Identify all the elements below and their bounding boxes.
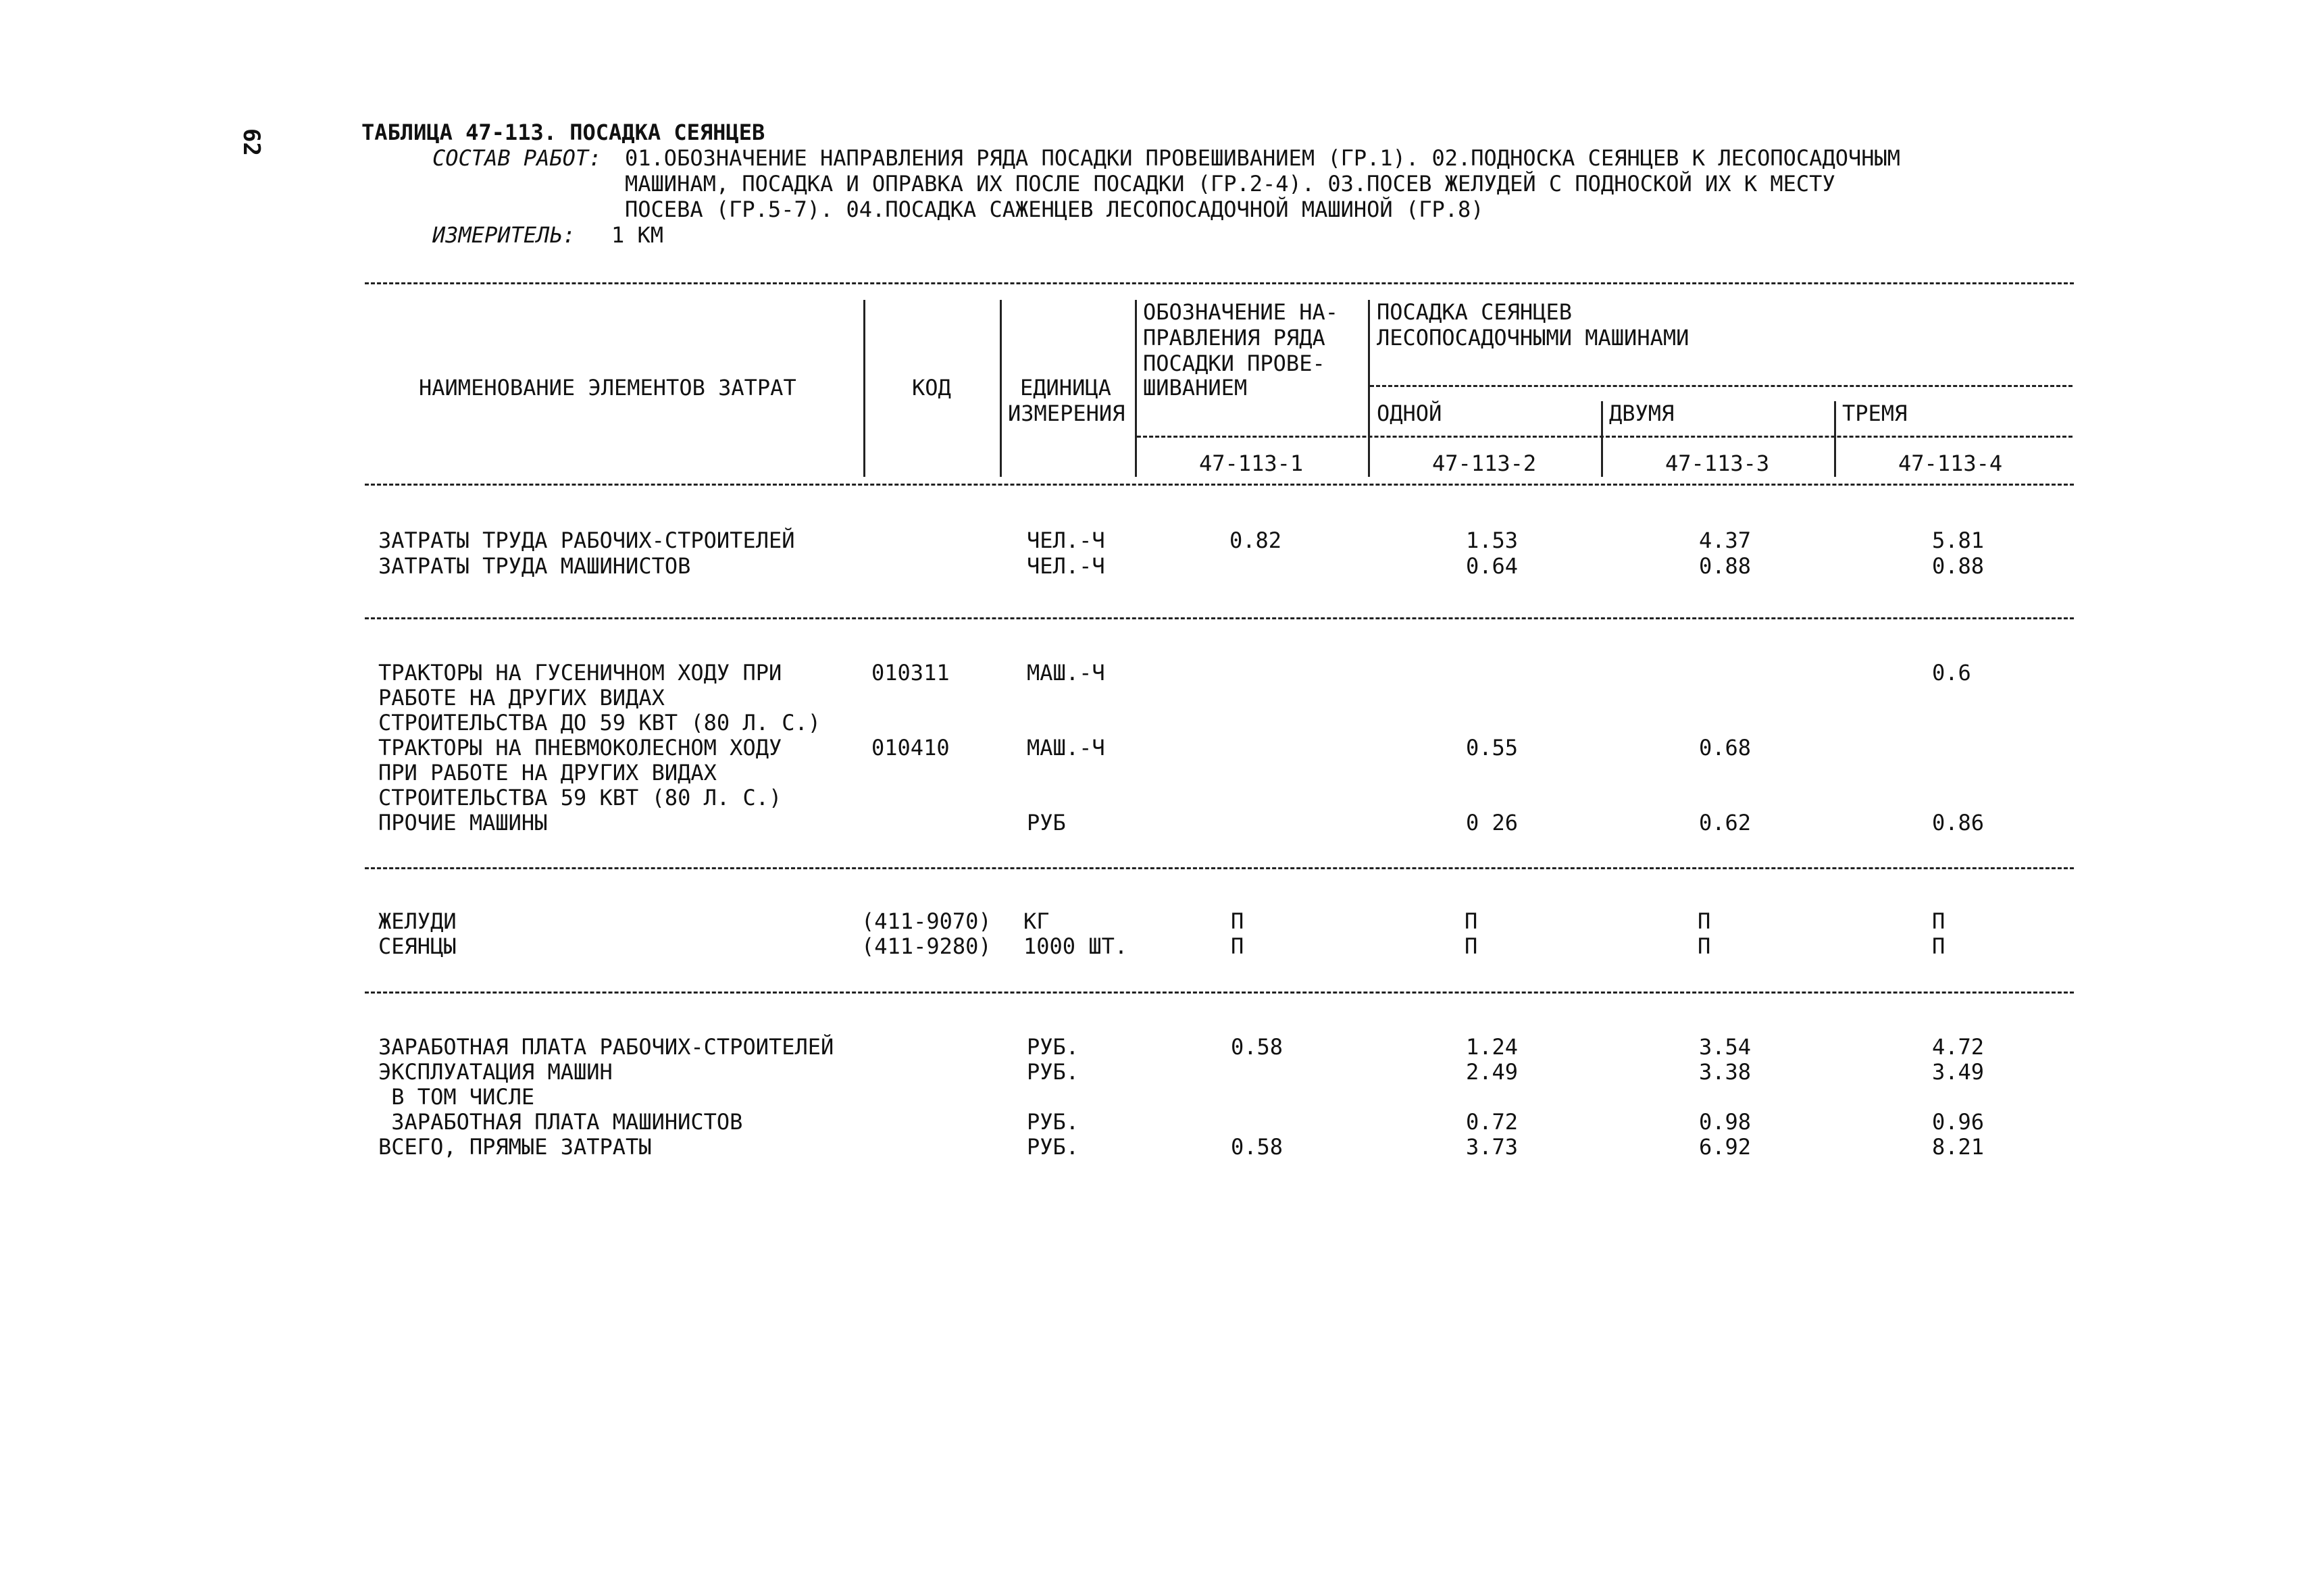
row-value-3: 0.68 bbox=[1699, 735, 1752, 761]
row-unit: ЧЕЛ.-Ч bbox=[1027, 553, 1105, 579]
header-sub-rule bbox=[1137, 436, 2073, 438]
row-value-4: 8.21 bbox=[1932, 1134, 1985, 1160]
row-value-3: 3.54 bbox=[1699, 1034, 1752, 1060]
header-bottom-rule bbox=[365, 484, 2074, 486]
header-sub-two: ДВУМЯ bbox=[1609, 401, 1675, 426]
row-name: ЗАРАБОТНАЯ ПЛАТА РАБОЧИХ-СТРОИТЕЛЕЙ bbox=[378, 1034, 834, 1060]
row-value-2: П bbox=[1465, 908, 1478, 934]
row-name: РАБОТЕ НА ДРУГИХ ВИДАХ bbox=[378, 685, 665, 711]
row-name: ЗАТРАТЫ ТРУДА МАШИНИСТОВ bbox=[378, 553, 691, 579]
header-unit-1: ЕДИНИЦА bbox=[1020, 375, 1111, 401]
row-code: 010410 bbox=[871, 735, 950, 761]
header-divider-code bbox=[863, 300, 865, 477]
row-value-2: 2.49 bbox=[1466, 1059, 1519, 1085]
composition-label: СОСТАВ РАБОТ: bbox=[432, 145, 602, 171]
row-value-3: 4.37 bbox=[1699, 527, 1752, 553]
row-value-1: П bbox=[1231, 933, 1244, 959]
row-value-3: 6.92 bbox=[1699, 1134, 1752, 1160]
table-title: ТАБЛИЦА 47-113. ПОСАДКА СЕЯНЦЕВ bbox=[361, 120, 765, 145]
header-marking-3: ПОСАДКИ ПРОВЕ- bbox=[1143, 351, 1325, 376]
row-unit: КГ bbox=[1023, 908, 1050, 934]
row-value-2: 0.55 bbox=[1466, 735, 1519, 761]
row-value-4: П bbox=[1932, 933, 1946, 959]
row-name: ТРАКТОРЫ НА ПНЕВМОКОЛЕСНОМ ХОДУ bbox=[378, 735, 782, 761]
row-value-3: П bbox=[1698, 908, 1711, 934]
row-name: ЗАРАБОТНАЯ ПЛАТА МАШИНИСТОВ bbox=[378, 1109, 743, 1135]
row-value-3: 0.88 bbox=[1699, 553, 1752, 579]
row-value-2: 0 26 bbox=[1466, 810, 1519, 835]
header-code: КОД bbox=[912, 375, 951, 401]
row-value-4: 0.86 bbox=[1932, 810, 1985, 835]
section-rule bbox=[365, 617, 2074, 619]
row-unit: РУБ. bbox=[1027, 1134, 1079, 1160]
row-code: 010311 bbox=[871, 660, 950, 686]
header-sub-one: ОДНОЙ bbox=[1377, 401, 1442, 426]
header-divider-three bbox=[1834, 401, 1836, 477]
row-code: (411-9070) bbox=[861, 908, 992, 934]
header-marking-1: ОБОЗНАЧЕНИЕ НА- bbox=[1143, 299, 1338, 325]
row-value-2: 0.72 bbox=[1466, 1109, 1519, 1135]
row-name: СЕЯНЦЫ bbox=[378, 933, 457, 959]
header-planting-1: ПОСАДКА СЕЯНЦЕВ bbox=[1377, 299, 1572, 325]
table-top-rule bbox=[365, 282, 2074, 284]
header-planting-2: ЛЕСОПОСАДОЧНЫМИ МАШИНАМИ bbox=[1377, 325, 1689, 351]
row-value-2: 1.53 bbox=[1466, 527, 1519, 553]
row-value-1: 0.58 bbox=[1231, 1034, 1283, 1060]
row-code: (411-9280) bbox=[861, 933, 992, 959]
row-unit: РУБ. bbox=[1027, 1109, 1079, 1135]
row-value-4: 0.96 bbox=[1932, 1109, 1985, 1135]
header-unit-2: ИЗМЕРЕНИЯ bbox=[1008, 401, 1125, 426]
header-marking-2: ПРАВЛЕНИЯ РЯДА bbox=[1143, 325, 1325, 351]
section-rule bbox=[365, 867, 2074, 869]
composition-line-2: МАШИНАМ, ПОСАДКА И ОПРАВКА ИХ ПОСЛЕ ПОСАДКИ (ГР.2-4). 03.ПОСЕВ ЖЕЛУДЕЙ С ПОДНОСКОЙ ИХ К МЕСТУ bbox=[625, 171, 1835, 197]
row-name: ПРИ РАБОТЕ НА ДРУГИХ ВИДАХ bbox=[378, 760, 717, 786]
composition-line-1: 01.ОБОЗНАЧЕНИЕ НАПРАВЛЕНИЯ РЯДА ПОСАДКИ ПРОВЕШИВАНИЕМ (ГР.1). 02.ПОДНОСКА СЕЯНЦЕВ К ЛЕСОПОСАДОЧНЫМ bbox=[625, 145, 1901, 171]
row-name: ЭКСПЛУАТАЦИЯ МАШИН bbox=[378, 1059, 613, 1085]
row-value-1: 0.58 bbox=[1231, 1134, 1283, 1160]
page-number: 62 bbox=[238, 128, 265, 156]
row-name: ВСЕГО, ПРЯМЫЕ ЗАТРАТЫ bbox=[378, 1134, 652, 1160]
header-divider-two bbox=[1601, 401, 1603, 477]
header-marking-4: ШИВАНИЕМ bbox=[1143, 375, 1248, 401]
header-code-col-1: 47-113-1 bbox=[1199, 451, 1304, 476]
section-rule bbox=[365, 992, 2074, 994]
meter-value: 1 КМ bbox=[611, 222, 664, 248]
header-divider-unit bbox=[1000, 300, 1002, 477]
row-unit: ЧЕЛ.-Ч bbox=[1027, 527, 1105, 553]
row-name: ЖЕЛУДИ bbox=[378, 908, 457, 934]
header-divider-planting bbox=[1368, 300, 1370, 477]
row-unit: РУБ. bbox=[1027, 1059, 1079, 1085]
row-name: СТРОИТЕЛЬСТВА ДО 59 КВТ (80 Л. С.) bbox=[378, 710, 821, 736]
row-value-3: 3.38 bbox=[1699, 1059, 1752, 1085]
row-value-1: П bbox=[1231, 908, 1244, 934]
header-code-col-2: 47-113-2 bbox=[1432, 451, 1537, 476]
row-unit: РУБ bbox=[1027, 810, 1066, 835]
composition-line-3: ПОСЕВА (ГР.5-7). 04.ПОСАДКА САЖЕНЦЕВ ЛЕСОПОСАДОЧНОЙ МАШИНОЙ (ГР.8) bbox=[625, 197, 1484, 222]
row-value-3: 0.98 bbox=[1699, 1109, 1752, 1135]
row-value-4: 3.49 bbox=[1932, 1059, 1985, 1085]
row-value-4: 0.88 bbox=[1932, 553, 1985, 579]
row-unit: МАШ.-Ч bbox=[1027, 735, 1105, 761]
row-value-4: П bbox=[1932, 908, 1946, 934]
header-name: НАИМЕНОВАНИЕ ЭЛЕМЕНТОВ ЗАТРАТ bbox=[419, 375, 796, 401]
header-code-col-3: 47-113-3 bbox=[1665, 451, 1770, 476]
row-value-4: 5.81 bbox=[1932, 527, 1985, 553]
row-unit: МАШ.-Ч bbox=[1027, 660, 1105, 686]
row-name: ТРАКТОРЫ НА ГУСЕНИЧНОМ ХОДУ ПРИ bbox=[378, 660, 782, 686]
header-group-rule bbox=[1370, 385, 2073, 387]
row-value-1: 0.82 bbox=[1229, 527, 1282, 553]
row-value-2: 1.24 bbox=[1466, 1034, 1519, 1060]
row-value-2: 3.73 bbox=[1466, 1134, 1519, 1160]
row-value-2: П bbox=[1465, 933, 1478, 959]
row-unit: 1000 ШТ. bbox=[1023, 933, 1128, 959]
row-value-4: 0.6 bbox=[1932, 660, 1971, 686]
row-value-4: 4.72 bbox=[1932, 1034, 1985, 1060]
row-name: СТРОИТЕЛЬСТВА 59 КВТ (80 Л. С.) bbox=[378, 785, 782, 810]
row-name: ПРОЧИЕ МАШИНЫ bbox=[378, 810, 548, 835]
row-value-3: П bbox=[1698, 933, 1711, 959]
header-divider-marking bbox=[1135, 300, 1137, 477]
header-sub-three: ТРЕМЯ bbox=[1842, 401, 1908, 426]
row-value-3: 0.62 bbox=[1699, 810, 1752, 835]
meter-label: ИЗМЕРИТЕЛЬ: bbox=[432, 222, 576, 248]
row-name: В ТОМ ЧИСЛЕ bbox=[378, 1084, 535, 1110]
row-name: ЗАТРАТЫ ТРУДА РАБОЧИХ-СТРОИТЕЛЕЙ bbox=[378, 527, 795, 553]
row-unit: РУБ. bbox=[1027, 1034, 1079, 1060]
header-code-col-4: 47-113-4 bbox=[1898, 451, 2003, 476]
row-value-2: 0.64 bbox=[1466, 553, 1519, 579]
